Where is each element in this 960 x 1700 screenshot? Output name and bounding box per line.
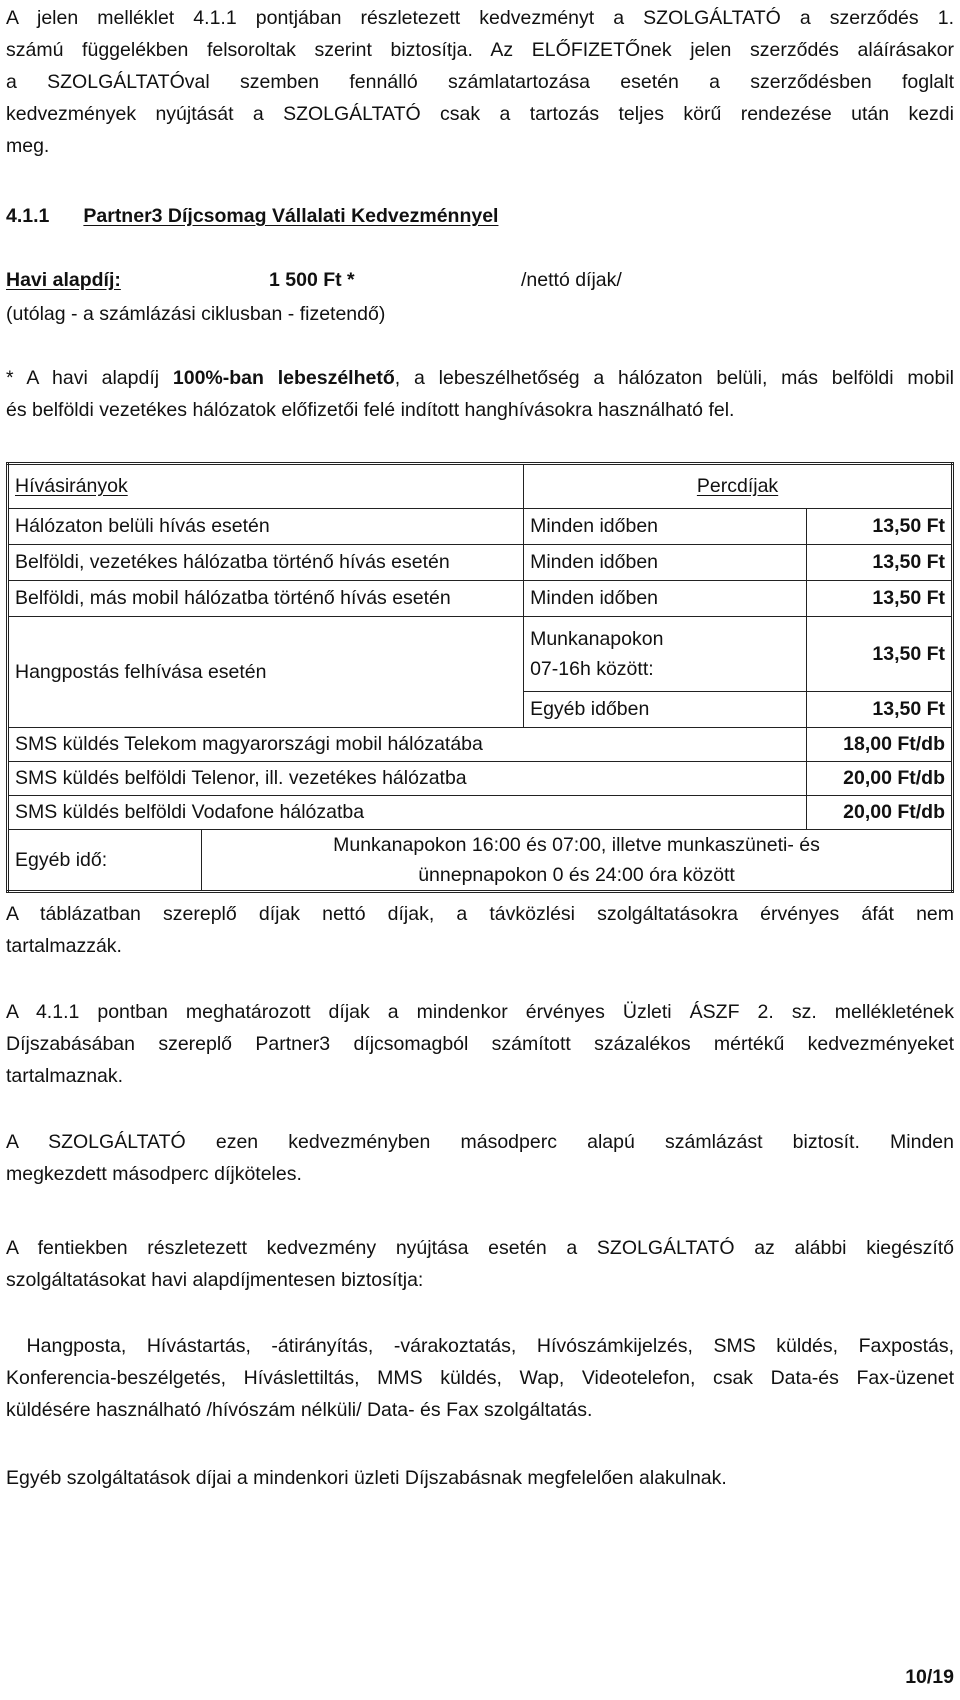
other-time-definition — [202, 830, 953, 892]
intro-line: számú függelékben felsoroltak szerint biztosítja. Az ELŐFIZETŐnek jelen szerződés aláírásakor — [6, 39, 954, 61]
page-number: 10/19 — [905, 1666, 954, 1688]
voicemail-time-line: 07-16h között: — [530, 658, 654, 680]
intro-line: a SZOLGÁLTATÓval szemben fennálló számlatartozása esetén a szerződésben foglalt — [6, 71, 954, 93]
fee-footnote — [6, 362, 954, 426]
section-title: Partner3 Díjcsomag Vállalati Kedvezménnyel — [83, 205, 499, 227]
voicemail-price-other: 13,50 Ft — [807, 692, 953, 728]
call-time: Minden időben — [524, 545, 807, 581]
vat-note — [6, 898, 954, 962]
second-billing-line: megkezdett másodperc díjköteles. — [6, 1163, 302, 1185]
services-line: küldésére használható /hívószám nélküli/ Data- és Fax szolgáltatás. — [6, 1399, 593, 1421]
sms-direction: SMS küldés belföldi Telenor, ill. vezetékes hálózatba — [8, 762, 807, 796]
table-row — [8, 509, 953, 545]
extra-services-line: szolgáltatásokat havi alapdíjmentesen biztosítja: — [6, 1269, 424, 1291]
call-direction: Belföldi, vezetékes hálózatba történő hívás esetén — [8, 545, 524, 581]
monthly-fee-label: Havi alapdíj: — [6, 269, 121, 291]
table-row — [8, 728, 953, 762]
services-line: Hangposta, Hívástartás, -átirányítás, -várakoztatás, Hívószámkijelzés, SMS küldés, Faxpostás, — [6, 1335, 954, 1357]
table-row — [8, 762, 953, 796]
discount-line: Díjszabásában szereplő Partner3 díjcsomagból számított százalékos mértékű kedvezményeket — [6, 1033, 954, 1055]
call-price: 13,50 Ft — [807, 545, 953, 581]
monthly-fee-line — [6, 264, 954, 296]
services-line: Konferencia-beszélgetés, Híváslettiltás, MMS küldés, Wap, Videotelefon, csak Data-és Fax-üzenet — [6, 1367, 954, 1389]
intro-line: kedvezmények nyújtását a SZOLGÁLTATÓ csak a tartozás teljes körű rendezése után kezdi — [6, 103, 954, 125]
billing-note: (utólag - a számlázási ciklusban - fizetendő) — [6, 303, 386, 325]
intro-paragraph — [6, 2, 954, 162]
table-row — [8, 617, 953, 692]
extra-services-paragraph — [6, 1232, 954, 1296]
intro-line: meg. — [6, 135, 50, 157]
sms-price: 20,00 Ft/db — [807, 762, 953, 796]
call-direction: Hálózaton belüli hívás esetén — [8, 509, 524, 545]
table-header-row — [8, 464, 953, 509]
table-row — [8, 581, 953, 617]
call-direction: Belföldi, más mobil hálózatba történő hívás esetén — [8, 581, 524, 617]
voicemail-price-workday: 13,50 Ft — [807, 617, 953, 692]
second-billing-paragraph — [6, 1126, 954, 1190]
intro-line: A jelen melléklet 4.1.1 pontjában részletezett kedvezményt a SZOLGÁLTATÓ a szerződés 1. — [6, 7, 954, 29]
other-time-line: ünnepnapokon 0 és 24:00 óra között — [418, 864, 735, 886]
call-price: 13,50 Ft — [807, 581, 953, 617]
sms-direction: SMS küldés belföldi Vodafone hálózatba — [8, 796, 807, 830]
vat-note-line: A táblázatban szereplő díjak nettó díjak, a távközlési szolgáltatásokra érvényes áfát nem — [6, 903, 954, 925]
section-number: 4.1.1 — [6, 205, 50, 227]
discount-paragraph — [6, 996, 954, 1092]
sms-price: 20,00 Ft/db — [807, 796, 953, 830]
table-row — [8, 830, 953, 892]
call-price: 13,50 Ft — [807, 509, 953, 545]
sms-price: 18,00 Ft/db — [807, 728, 953, 762]
call-time: Minden időben — [524, 581, 807, 617]
voicemail-time-line: Munkanapokon — [530, 628, 664, 650]
footnote-bold: 100%-ban lebeszélhető — [172, 367, 395, 389]
second-billing-line: A SZOLGÁLTATÓ ezen kedvezményben másodperc alapú számlázást biztosít. Minden — [6, 1131, 954, 1153]
call-time: Minden időben — [524, 509, 807, 545]
discount-line: A 4.1.1 pontban meghatározott díjak a mindenkor érvényes Üzleti ÁSZF 2. sz. mellékletének — [6, 1001, 954, 1023]
extra-services-line: A fentiekben részletezett kedvezmény nyújtása esetén a SZOLGÁLTATÓ az alábbi kiegészítő — [6, 1237, 954, 1259]
services-list — [6, 1330, 954, 1426]
monthly-fee-amount: 1 500 Ft * — [269, 269, 355, 291]
header-rates: Percdíjak — [524, 464, 953, 509]
footnote-line: és belföldi vezetékes hálózatok előfizetői felé indított hanghívásokra használható fel. — [6, 399, 735, 421]
vat-note-line: tartalmazzák. — [6, 935, 122, 957]
footnote-rest: , a lebeszélhetőség a hálózaton belüli, más belföldi mobil — [394, 367, 954, 389]
table-row — [8, 796, 953, 830]
other-time-label: Egyéb idő: — [8, 830, 202, 892]
other-services-paragraph: Egyéb szolgáltatások díjai a mindenkori üzleti Díjszabásnak megfelelően alakulnak. — [6, 1467, 727, 1489]
net-fee-note: /nettó díjak/ — [521, 269, 622, 291]
voicemail-time-workday — [524, 617, 807, 692]
sms-direction: SMS küldés Telekom magyarországi mobil hálózatába — [8, 728, 807, 762]
voicemail-direction: Hangpostás felhívása esetén — [8, 617, 524, 728]
discount-line: tartalmaznak. — [6, 1065, 124, 1087]
other-time-line: Munkanapokon 16:00 és 07:00, illetve munkaszüneti- és — [333, 834, 820, 856]
section-heading — [6, 200, 498, 232]
rates-table — [6, 462, 954, 893]
footnote-line — [6, 362, 954, 394]
footnote-prefix: * A havi alapdíj — [6, 367, 173, 389]
table-row — [8, 545, 953, 581]
voicemail-time-other: Egyéb időben — [524, 692, 807, 728]
header-directions: Hívásirányok — [8, 464, 524, 509]
